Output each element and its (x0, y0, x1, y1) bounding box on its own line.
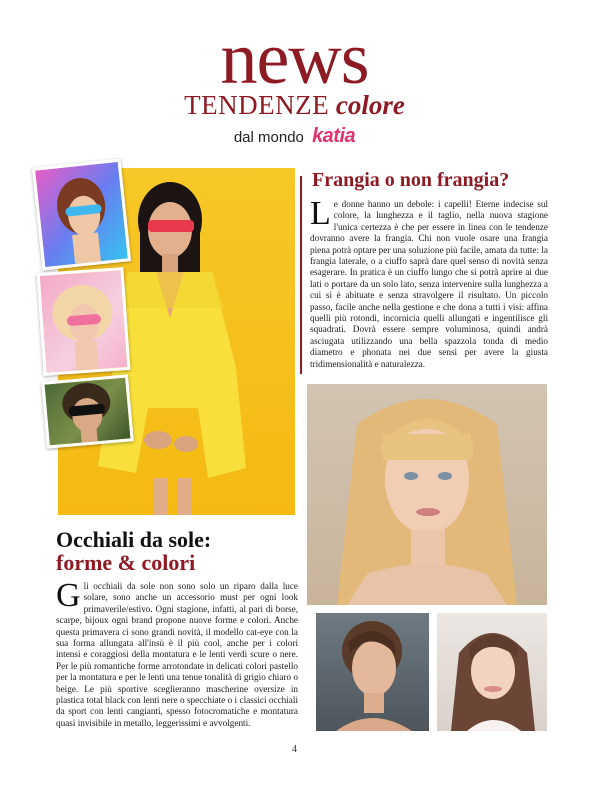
portrait-brunette-updo (316, 613, 429, 731)
asian-bangs-photo (437, 613, 547, 731)
occhiali-body-text: li occhiali da sole non sono solo un riparo dalla luce solare, sono anche un accessorio must per ogni look primaverile/estivo. Ogni stagione, infatti, al pari di borse, scarpe, bijoux ogni brand propone nuove forme e colori. Anche questa primavera ci sono grandi novità, il modello cat-eye con la sua forma allungata all'insù è il più cool, anche per i colori intensi e coraggiosi della montatura e le lenti verdi scure o nere. Per le più romantiche forme arrotondate in delicati colori pastello per la montatura e per le lenti una tenue tonalità di grigio chiaro o beige. Le più sportive sceglieranno mascherine oversize in plastica total black con lenti nere o specchiate o i classici occhiali da sport con lenti cangianti, spesso fotocromatiche e montatura quasi invisibile in metallo, leggerissimi e avvolgenti. (56, 581, 298, 728)
occhiali-dropcap: G (56, 577, 81, 614)
brunette-updo-photo (316, 613, 429, 731)
frangia-heading: Frangia o non frangia? (312, 169, 510, 191)
occhiali-article (56, 528, 298, 729)
tagline (0, 125, 589, 148)
portrait-side-bangs (437, 613, 547, 731)
portrait-blonde-fringe (307, 384, 547, 605)
sunglasses-thumb-pink (37, 267, 131, 376)
section-subtitle (0, 90, 589, 120)
brand-logo: katia (312, 125, 356, 147)
frangia-article (310, 195, 548, 370)
sunglasses-thumb-black (41, 374, 134, 448)
portrait-pink-glasses (40, 270, 128, 372)
sunglasses-thumb-blue (32, 159, 131, 271)
blonde-fringe-photo (307, 384, 547, 605)
subtitle-regular: TENDENZE (184, 90, 330, 120)
portrait-blue-glasses (35, 162, 128, 267)
accent-rule (300, 176, 302, 374)
frangia-dropcap: L (310, 195, 331, 232)
subtitle-italic: colore (335, 90, 405, 120)
page-number: 4 (292, 744, 297, 755)
occhiali-body (56, 577, 298, 729)
tagline-text: dal mondo (233, 129, 304, 146)
page-title: news (220, 18, 369, 100)
occhiali-subheading: forme & colori (56, 550, 196, 575)
occhiali-heading: Occhiali da sole: (56, 527, 212, 552)
frangia-body (310, 195, 548, 370)
portrait-black-glasses (44, 378, 130, 446)
frangia-body-text: e donne hanno un debole: i capelli! Eterne indecise sul colore, la lunghezza e il taglio, nella nuova stagione l'unica certezza è che per essere in linea con le tendenze dovranno avere la frangia. Chi non vuole osare una frangia piena potrà optare per una soluzione più facile, amata da tutte: la frangia laterale, o a ciuffo saprà dare quel senso di novità senza esagerare. In pratica è un ciuffo lungo che si potrà aprire ai due lati o portare da un solo lato, senza intervenire sulla lunghezza a cui si è abituate e senza stravolgere il risultato. Un piccolo passo, facile anche nella gestione e che dona a tutti i visi: affina quelli più rotondi, incornicia quelli allungati e ingentilisce gli squadrati. Dovrà essere sempre voluminosa, quindi andrà asciugata utilizzando una bella spazzola tonda di medio diametro e phonata nei due sensi per avere la giusta tridimensionalità e naturalezza. (310, 199, 548, 369)
masthead (0, 0, 589, 150)
